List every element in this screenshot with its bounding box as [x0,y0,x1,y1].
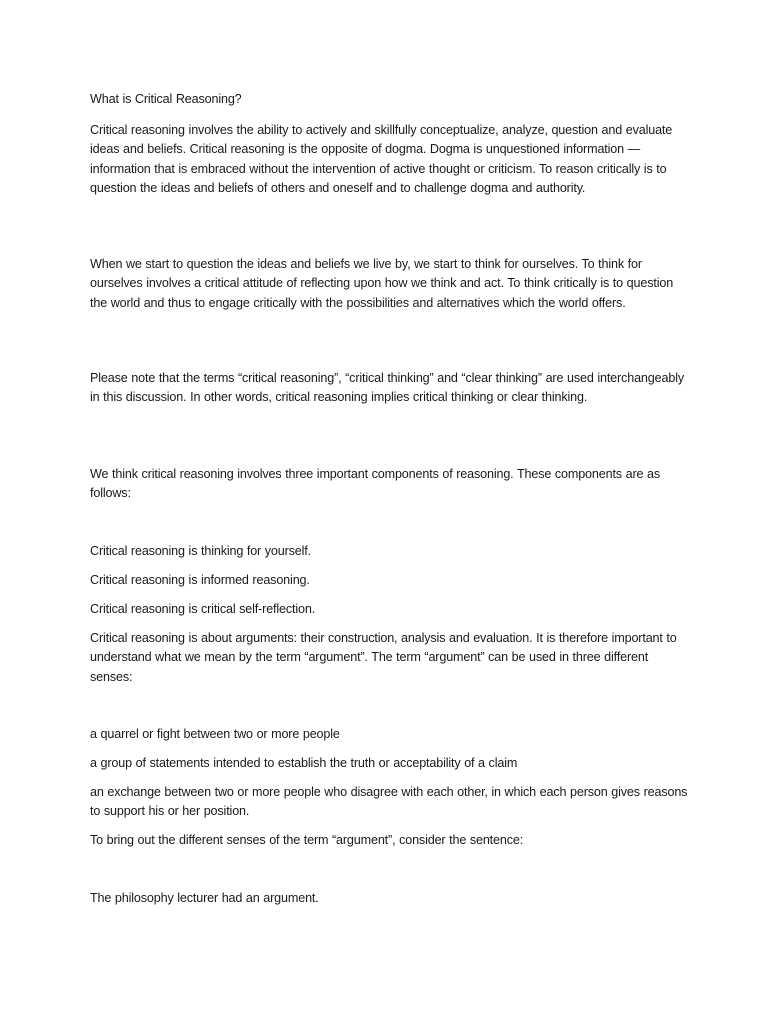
paragraph-terms-note: Please note that the terms “critical reasoning”, “critical thinking” and “clear thinking” are used interchangeably in this discussion. In other words, critical reasoning implies critical thinking or clear thinking. [90,371,684,405]
component-item-3: Critical reasoning is critical self-reflection. [90,602,316,616]
paragraph-definition: Critical reasoning involves the ability to actively and skillfully conceptualize, analyze, question and evaluate ideas and beliefs. Critical reasoning is the opposite of dogma. Dogma is unquestioned information — information that is embraced without the intervention of active thought or criticism. To reason critically is to question the ideas and beliefs of others and oneself and to challenge dogma and authority. [90,123,673,196]
paragraph-arguments-intro: Critical reasoning is about arguments: their construction, analysis and evaluation. It is therefore important to understand what we mean by the term “argument”. The term “argument” can be used in three different senses: [90,631,677,684]
document-heading: What is Critical Reasoning? [90,92,242,106]
component-item-1: Critical reasoning is thinking for yourself. [90,544,311,558]
sense-item-1: a quarrel or fight between two or more people [90,727,340,741]
sense-item-2: a group of statements intended to establish the truth or acceptability of a claim [90,756,518,770]
paragraph-components-intro: We think critical reasoning involves three important components of reasoning. These components are as follows: [90,467,661,501]
example-sentence: The philosophy lecturer had an argument. [90,891,319,905]
component-item-2: Critical reasoning is informed reasoning. [90,573,310,587]
sense-item-3: an exchange between two or more people who disagree with each other, in which each person gives reasons to support his or her position. [90,785,688,819]
paragraph-bring-out: To bring out the different senses of the term “argument”, consider the sentence: [90,833,524,847]
paragraph-think-for-ourselves: When we start to question the ideas and beliefs we live by, we start to think for ourselves. To think for ourselves involves a critical attitude of reflecting upon how we think and act. To think critically is to question the world and thus to engage critically with the possibilities and alternatives which the world offers. [90,257,674,310]
